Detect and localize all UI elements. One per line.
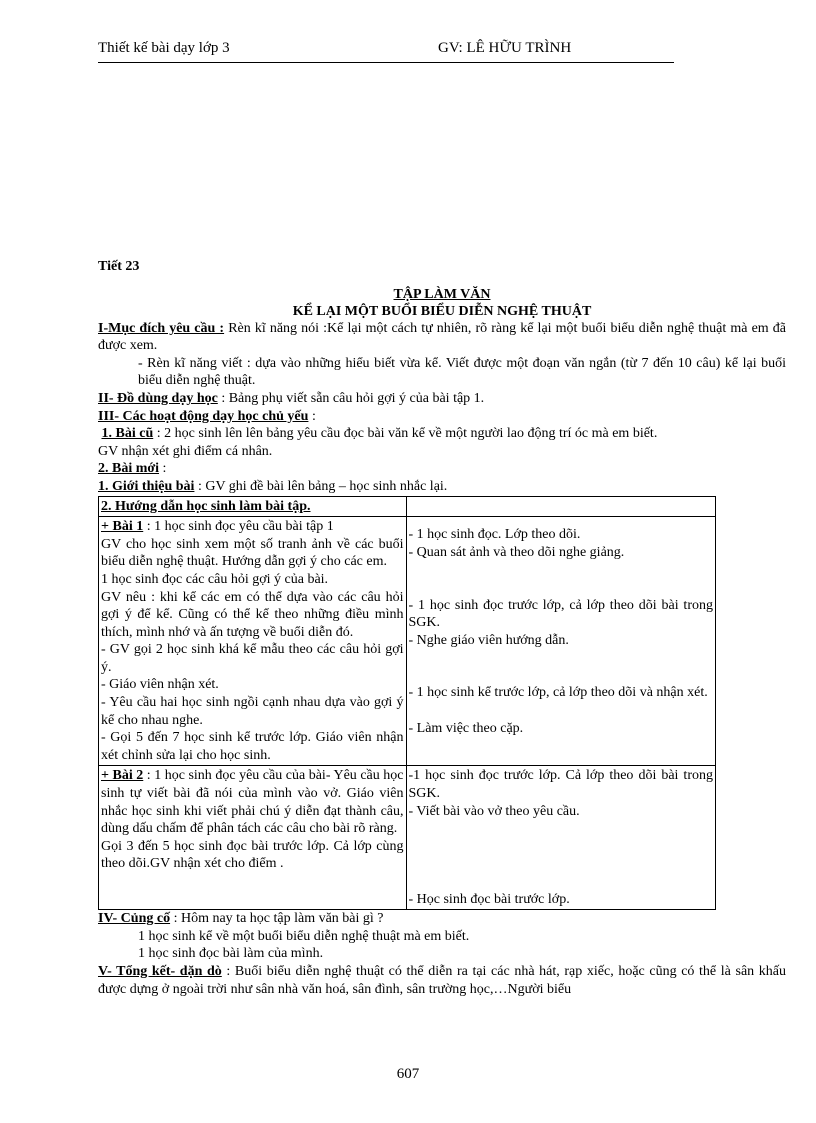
table-row — [99, 517, 716, 766]
section-consolidation: IV- Củng cố : Hôm nay ta học tập làm văn bài gì ? — [98, 911, 384, 927]
header-teacher: GV: LÊ HỮU TRÌNH — [438, 40, 572, 56]
table-heading: 2. Hướng dẫn học sinh làm bài tập. — [101, 498, 311, 514]
table-heading-cell — [99, 496, 407, 517]
section-label: V- Tổng kết- dặn dò — [98, 963, 222, 979]
section-label: I-Mục đích yêu cầu : — [98, 320, 225, 336]
subject-title: TẬP LÀM VĂN — [393, 286, 491, 302]
page-number: 607 — [396, 1066, 420, 1082]
exercise-label: + Bài 1 — [101, 519, 144, 535]
consolidation-item: 1 học sinh kể về một buổi biểu diễn nghệ thuật mà em biết. — [138, 928, 470, 944]
section-label: IV- Củng cố — [98, 911, 171, 927]
old-lesson: 1. Bài cũ : 2 học sinh lên lên bảng yêu cầu đọc bài văn kể về một người lao động trí óc mà em biết. — [101, 426, 658, 442]
student-activities-1: - 1 học sinh đọc. Lớp theo dõi. - Quan sát ảnh và theo dõi nghe giảng. - 1 học sinh đọc trước lớp, cả lớp theo dõi bài trong SGK. - Nghe giáo viên hướng dẫn. - 1 học sinh kể trước lớp, cả lớp theo dõi và nhận xét. - Làm việc theo cặp. — [406, 517, 716, 766]
teacher-activities-2: + Bài 2 : 1 học sinh đọc yêu cầu của bài- Yêu cầu học sinh tự viết bài đã nói của mình vào vở. Giáo viên nhắc học sinh khi viết phải chú ý diễn đạt thành câu, dùng dấu chấm để phân tách các câu cho bài rõ ràng. Gọi 3 đến 5 học sinh đọc bài trước lớp. Cả lớp cùng theo dõi.GV nhận xét cho điểm . — [99, 766, 407, 910]
lesson-title: KỂ LẠI MỘT BUỔI BIỂU DIỄN NGHỆ THUẬT — [292, 303, 592, 319]
header-course: Thiết kế bài dạy lớp 3 — [98, 40, 230, 56]
student-activities-2: -1 học sinh đọc trước lớp. Cả lớp theo dõi bài trong SGK. - Viết bài vào vở theo yêu cầu. - Học sinh đọc bài trước lớp. — [406, 766, 716, 910]
section-objectives: I-Mục đích yêu cầu : Rèn kĩ năng nói :Kể lại một cách tự nhiên, rõ ràng kể lại một buổi biểu diễn nghệ thuật mà em đã được xem. — [98, 320, 786, 354]
exercise-label: + Bài 2 — [101, 768, 144, 784]
page-header — [98, 38, 674, 63]
section-materials: II- Đồ dùng dạy học : Bảng phụ viết sẵn câu hỏi gợi ý của bài tập 1. — [98, 390, 485, 406]
section-activities: III- Các hoạt động dạy học chủ yếu : — [98, 408, 316, 424]
section-label: 1. Bài cũ — [101, 426, 154, 442]
introduction: 1. Giới thiệu bài : GV ghi đề bài lên bảng – học sinh nhắc lại. — [98, 478, 448, 494]
section-label: III- Các hoạt động dạy học chủ yếu — [98, 408, 309, 424]
new-lesson: 2. Bài mới : — [98, 461, 167, 477]
objectives-writing: - Rèn kĩ năng viết : dựa vào những hiểu biết vừa kể. Viết được một đoạn văn ngắn (từ 7 đến 10 câu) kể lại buổi biểu diễn nghệ thuật. — [138, 355, 786, 389]
section-label: 1. Giới thiệu bài — [98, 478, 195, 494]
activity-table — [98, 496, 716, 911]
old-lesson-note: GV nhận xét ghi điểm cá nhân. — [98, 443, 273, 459]
section-label: 2. Bài mới — [98, 461, 160, 477]
teacher-activities-1: + Bài 1 : 1 học sinh đọc yêu cầu bài tập 1 GV cho học sinh xem một số tranh ảnh về các buổi biểu diễn nghệ thuật. Hướng dẫn gợi ý cho các em. 1 học sinh đọc các câu hỏi gợi ý của bài. GV nêu : khi kể các em có thể dựa vào các câu hỏi gợi ý để kể. Cũng có thể kể theo những điều mình thích, mình nhớ và ấn tượng về buổi diễn đó. - GV gọi 2 học sinh khá kể mẫu theo các câu hỏi gợi ý. - Giáo viên nhận xét. - Yêu cầu hai học sinh ngồi cạnh nhau dựa vào gợi ý kể cho nhau nghe. - Gọi 5 đến 7 học sinh kể trước lớp. Giáo viên nhận xét chỉnh sửa lại cho học sinh. — [99, 517, 407, 766]
lesson-period: Tiết 23 — [98, 259, 140, 274]
lesson-title-block — [98, 286, 786, 320]
section-summary: V- Tổng kết- dặn dò : Buổi biểu diễn nghệ thuật có thể diễn ra tại các nhà hát, rạp xiếc, hoặc cũng có thể là sân khấu được dựng ở ngoài trời như sân nhà văn hoá, sân đình, sân trường học,…Người biểu — [98, 963, 786, 997]
table-row — [99, 766, 716, 910]
lesson-content — [98, 258, 786, 998]
section-label: II- Đồ dùng dạy học — [98, 390, 218, 406]
consolidation-item: 1 học sinh đọc bài làm của mình. — [138, 946, 324, 962]
